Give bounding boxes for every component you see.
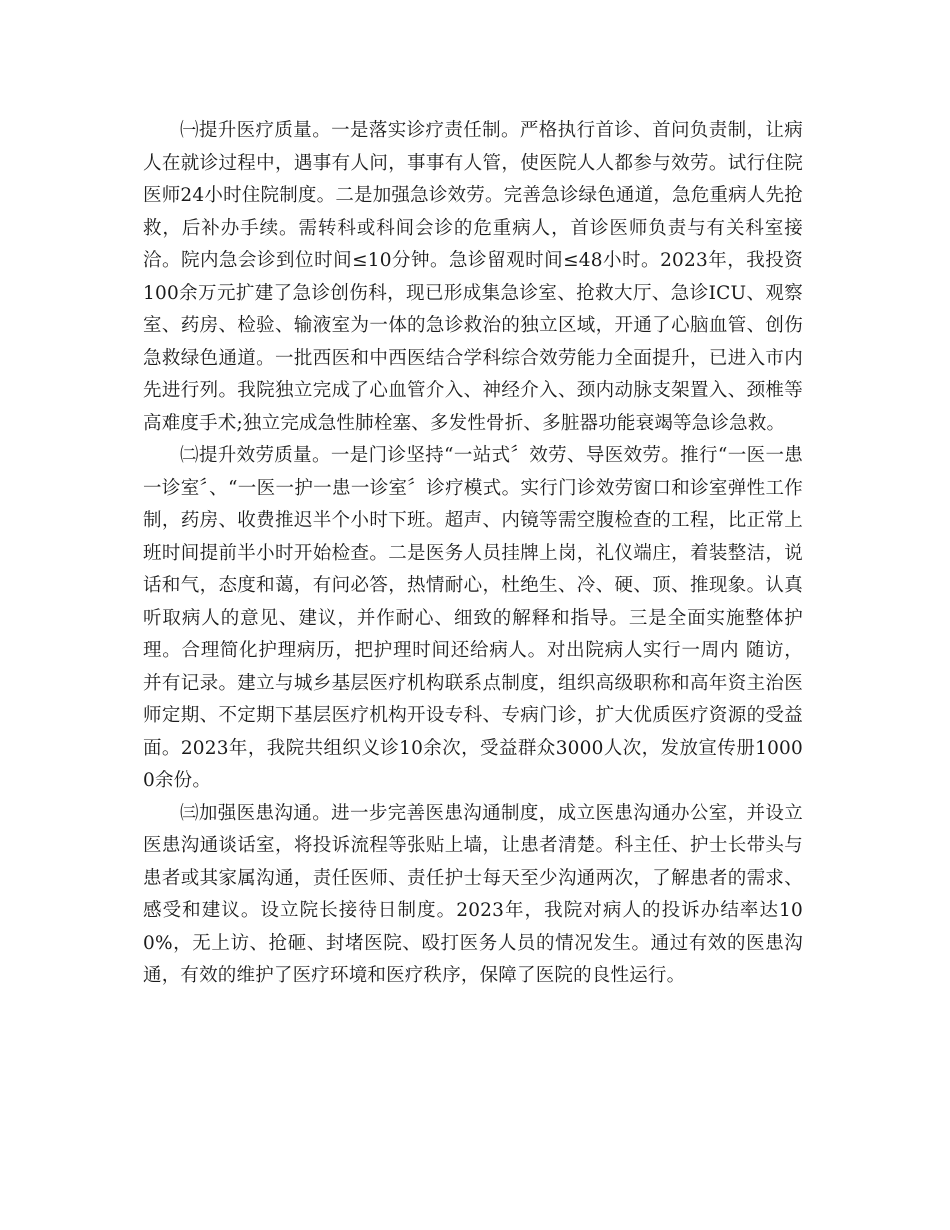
paragraph-service-quality: ㈡提升效劳质量。一是门诊坚持“一站式〞效劳、导医效劳。推行“一医一患一诊室〞、“一医一护一患一诊室〞诊疗模式。实行门诊效劳窗口和诊室弹性工作制，药房、收费推迟半个小时下班。超声、内镜等需空腹检查的工程，比正常上班时间提前半小时开始检查。二是医务人员挂牌上岗，礼仪端庄，着装整洁，说话和气，态度和蔼，有问必答，热情耐心，杜绝生、冷、硬、顶、推现象。认真听取病人的意见、建议，并作耐心、细致的解释和指导。三是全面实施整体护理。合理简化护理病历，把护理时间还给病人。对出院病人实行一周内 随访，并有记录。建立与城乡基层医疗机构联系点制度，组织高级职称和高年资主治医师定期、不定期下基层医疗机构开设专科、专病门诊，扩大优质医疗资源的受益面。2023年，我院共组织义诊10余次，受益群众3000人次，发放宣传册10000余份。 [143,445,803,791]
document-body [143,115,803,993]
paragraph-doctor-patient-communication: ㈢加强医患沟通。进一步完善医患沟通制度，成立医患沟通办公室，并设立医患沟通谈话室，将投诉流程等张贴上墙，让患者清楚。科主任、护士长带头与患者或其家属沟通，责任医师、责任护士每天至少沟通两次，了解患者的需求、感受和建议。设立院长接待日制度。2023年，我院对病人的投诉办结率达100%，无上访、抢砸、封堵医院、殴打医务人员的情况发生。通过有效的医患沟通，有效的维护了医疗环境和医疗秩序，保障了医院的良性运行。 [143,802,803,986]
paragraph-medical-quality: ㈠提升医疗质量。一是落实诊疗责任制。严格执行首诊、首问负责制，让病人在就诊过程中，遇事有人问，事事有人管，使医院人人都参与效劳。试行住院医师24小时住院制度。二是加强急诊效劳。完善急诊绿色通道，急危重病人先抢救，后补办手续。需转科或科间会诊的危重病人，首诊医师负责与有关科室接洽。院内急会诊到位时间≤10分钟。急诊留观时间≤48小时。2023年，我投资100余万元扩建了急诊创伤科，现已形成集急诊室、抢救大厅、急诊ICU、观察室、药房、检验、输液室为一体的急诊救治的独立区域，开通了心脑血管、创伤急救绿色通道。一批西医和中西医结合学科综合效劳能力全面提升，已进入市内先进行列。我院独立完成了心血管介入、神经介入、颈内动脉支架置入、颈椎等高难度手术;独立完成急性肺栓塞、多发性骨折、多脏器功能衰竭等急诊急救。 [143,120,803,434]
